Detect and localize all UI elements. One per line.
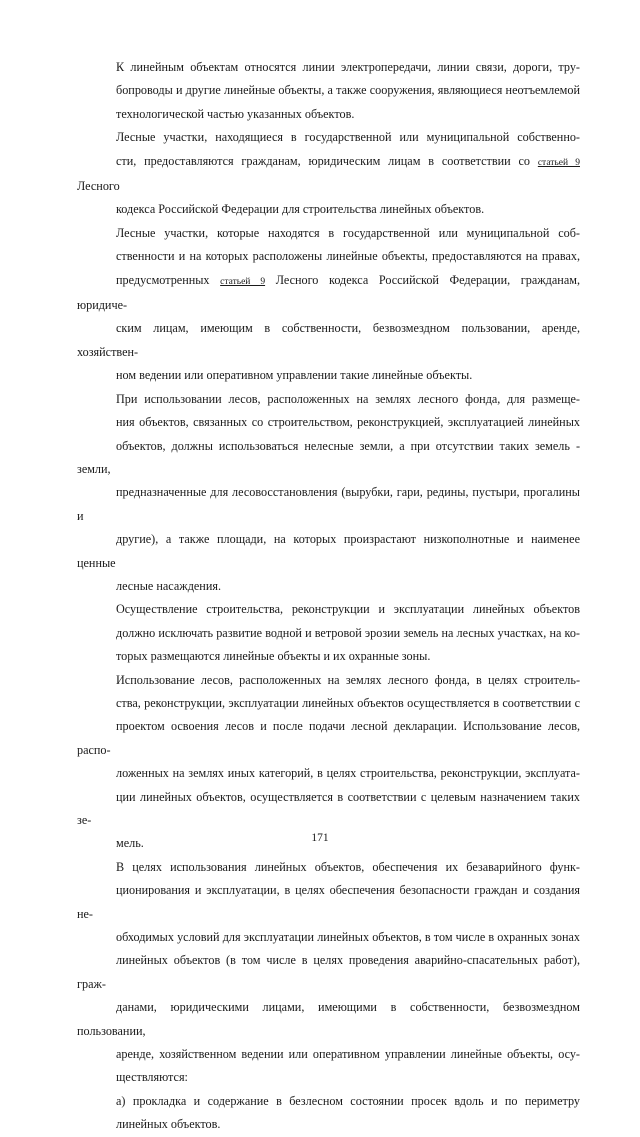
- text-line: обходимых условий для эксплуатации линейных объектов, в том числе в охранных зонах: [116, 930, 580, 945]
- article-reference-link[interactable]: статьей 9: [220, 276, 266, 287]
- text-line: торых размещаются линейные объекты и их охранные зоны.: [116, 649, 431, 664]
- text-line: линейных объектов (в том числе в целях проведения аварийно-спасательных работ), граж-: [77, 953, 580, 991]
- text-line: Осуществление строительства, реконструкции и эксплуатации линейных объектов: [116, 602, 580, 617]
- paragraph: [77, 598, 580, 668]
- paragraph: [77, 222, 580, 388]
- text-line: лесные насаждения.: [116, 578, 221, 593]
- text-line: предусмотренных статьей 9 Лесного кодекса Российской Федерации, гражданам, юридиче-: [77, 272, 580, 313]
- text-line: бопроводы и другие линейные объекты, а также сооружения, являющиеся неотъемлемой: [116, 83, 580, 98]
- text-line: ции линейных объектов, осуществляется в соответствии с целевым назначением таких зе-: [77, 789, 580, 827]
- text-line: линейных объектов.: [116, 1117, 221, 1132]
- text-line: К линейным объектам относятся линии электропередачи, линии связи, дороги, тру-: [116, 60, 580, 74]
- text-line: Использование лесов, расположенных на землях лесного фонда, в целях строитель-: [116, 672, 580, 687]
- text-line: предназначенные для лесовосстановления (вырубки, гари, редины, пустыри, прогалины и: [77, 485, 580, 523]
- text-line: а) прокладка и содержание в безлесном состоянии просек вдоль и по периметру: [116, 1093, 580, 1108]
- page-number: 171: [311, 832, 329, 844]
- paragraph: [77, 856, 580, 1090]
- document-body: [77, 56, 580, 1137]
- text-line: данами, юридическими лицами, имеющими в собственности, безвозмездном пользовании,: [77, 1000, 580, 1038]
- text-line: Лесные участки, которые находятся в государственной или муниципальной соб-: [116, 225, 580, 240]
- text-line: кодекса Российской Федерации для строительства линейных объектов.: [116, 202, 485, 217]
- text-line: должно исключать развитие водной и ветровой эрозии земель на лесных участках, на ко-: [116, 625, 580, 640]
- text-line: ния объектов, связанных со строительством, реконструкцией, эксплуатацией линейных: [116, 415, 580, 430]
- text-line: Лесные участки, находящиеся в государственной или муниципальной собственно-: [116, 130, 580, 145]
- text-line: другие), а также площади, на которых произрастают низкополнотные и наименее ценные: [77, 532, 580, 570]
- paragraph: [77, 669, 580, 856]
- paragraph: [77, 1090, 580, 1137]
- text-line: ном ведении или оперативном управлении такие линейные объекты.: [116, 368, 473, 383]
- text-line: объектов, должны использоваться нелесные земли, а при отсутствии таких земель - земли,: [77, 438, 580, 476]
- text-line: ственности и на которых расположены линейные объекты, предоставляются на правах,: [116, 249, 580, 264]
- text-line: ществляются:: [116, 1070, 188, 1085]
- text-line: ложенных на землях иных категорий, в целях строительства, реконструкции, эксплуата-: [116, 766, 580, 781]
- article-reference-link[interactable]: статьей 9: [537, 157, 580, 168]
- paragraph: [77, 126, 580, 222]
- text-line: ским лицам, имеющим в собственности, безвозмездном пользовании, аренде, хозяйствен-: [77, 321, 580, 359]
- text-line: сти, предоставляются гражданам, юридическим лицам в соответствии со статьей 9 Лесного: [77, 153, 580, 194]
- text-line: мель.: [116, 836, 144, 851]
- text-line: технологической частью указанных объектов.: [116, 106, 355, 121]
- text-line: В целях использования линейных объектов, обеспечения их безаварийного функ-: [116, 859, 580, 874]
- text-line: ства, реконструкции, эксплуатации линейных объектов осуществляется в соответствии с: [116, 695, 580, 710]
- text-line: ционирования и эксплуатации, в целях обеспечения безопасности граждан и создания не-: [77, 883, 580, 921]
- text-line: проектом освоения лесов и после подачи лесной декларации. Использование лесов, распо-: [77, 719, 580, 757]
- paragraph: [77, 388, 580, 599]
- paragraph: [77, 56, 580, 126]
- text-line: аренде, хозяйственном ведении или оперативном управлении линейные объекты, осу-: [116, 1047, 580, 1062]
- text-line: При использовании лесов, расположенных на землях лесного фонда, для размеще-: [116, 391, 580, 406]
